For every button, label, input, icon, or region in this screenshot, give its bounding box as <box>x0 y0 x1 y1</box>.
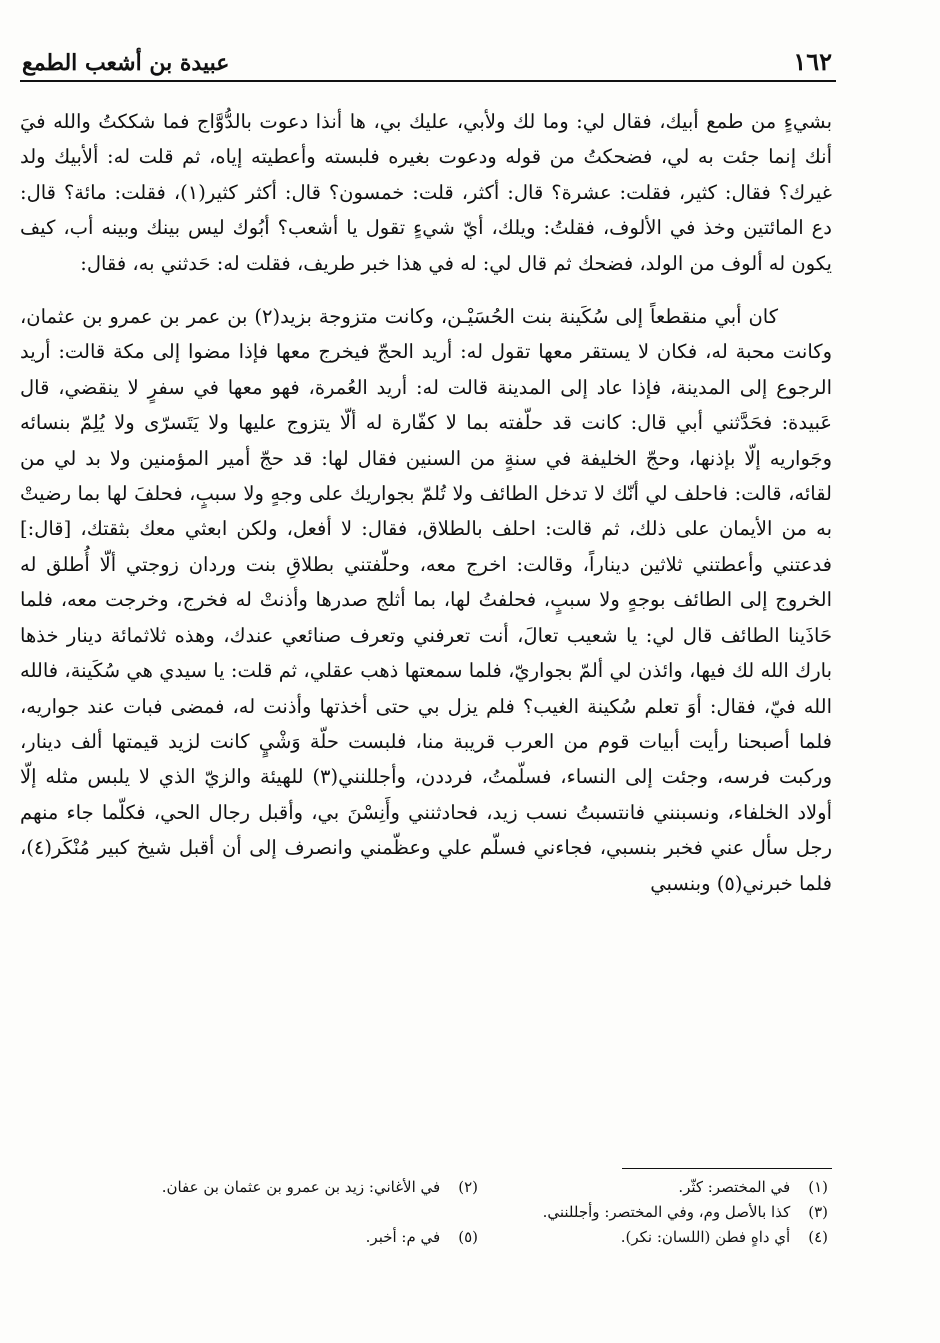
footnote: (٢)في الأغاني: زيد بن عمرو بن عثمان بن عفان. <box>161 1178 478 1196</box>
footnote-row <box>60 1200 828 1225</box>
footnote: (٥)في م: أخبر. <box>365 1228 478 1246</box>
footnote-row <box>60 1175 828 1200</box>
header-rule <box>20 80 836 82</box>
footnote: (٣)كذا بالأصل وم، وفي المختصر: وأجللنني. <box>542 1203 828 1221</box>
page-header <box>22 44 832 74</box>
paragraph: بشيءٍ من طمع أبيك، فقال لي: وما لك ولأبي، عليك بي، ها أنذا دعوت بالدُّوَّاج فما شككتُ والله فيَ أنك إنما جئت به لي، فضحكتُ من قوله ودعوت بغيره فلبسته وأعطيته إياه، ثم قلت له: ألأبيك ولد غيرك؟ فقال: كثير، فقلت: عشرة؟ قال: أكثر، قلت: خمسون؟ قال: أكثر كثير(١)، فقلت: مائة؟ قال: دع المائتين وخذ في الألوف، فقلتُ: ويلك، أيّ شيءٍ تقول يا أشعب؟ أبُوك ليس بينك وبينه أب، كيف يكون له ألوف من الولد، فضحك ثم قال لي: له في هذا خبر طريف، فقلت له: حَدثني به، فقال: <box>20 110 832 275</box>
footnote: (٤)أي داهٍ فطن (اللسان: نكر). <box>620 1228 828 1246</box>
footnote-row <box>60 1225 828 1250</box>
running-title: عبيدة بن أشعب الطمع <box>22 50 230 76</box>
paragraph: كان أبي منقطعاً إلى سُكَينة بنت الحُسَيْـن، وكانت متزوجة بزيد(٢) بن عمر بن عمرو بن عثمان، وكانت محبة له، فكان لا يستقر معها تقول له: أريد الحجّ فيخرج معها فإذا مضوا إلى مكة قالت: أريد الرجوع إلى المدينة، فإذا عاد إلى المدينة قالت له: أريد العُمرة، فهو معها في سفرٍ لا ينقضي، قال عَبيدة: فحَدَّثني أبي قال: كانت قد حلّفته بما لا كفّارة له ألّا يتزوج عليها ولا يَتَسرّى ولا يُلِمّ بنسائه وجَواريه إلّا بإذنها، وحجّ الخليفة في سنةٍ من السنين فقال لها: قد حجّ أمير المؤمنين ولا بد لي من لقائه، قالت: فاحلف لي أنّك لا تدخل الطائف ولا تُلمّ بجواريك على وجهٍ ولا سببٍ، فحلفَ لها بما رضيتْ به من الأيمان على ذلك، ثم قالت: احلف بالطلاق، فقال: لا أفعل، ولكن ابعثي معك بثقتك، [قال:] فدعتني وأعطتني ثلاثين ديناراً، وقالت: اخرج معه، وحلّفتني بطلاقِ بنت وردان زوجتي ألّا أُطلق له الخروج إلى الطائف بوجهٍ ولا سببٍ، فحلفتُ لها، بما أثلج صدرها وأذنتْ له فخرج، وخرجت معه، فلما حَاذَينا الطائف قال لي: يا شعيب تعالَ، أنت تعرفني وتعرف صنائعي عندك، وهذه ثلاثمائة دينار خذها بارك الله لك فيها، وائذن لي ألمّ بجواريّ، فلما سمعتها ذهب عقلي، ثم قلت: يا سيدي هي سُكَينة، فالله الله فيّ، فقال: أوَ تعلم سُكينة الغيب؟ فلم يزل بي حتى أخذتها وأذنت له، فمضى فبات عند جواريه، فلما أصبحنا رأيت أبيات قوم من العرب قريبة منا، فلبست حلّة وَشْيٍ كانت لزيد قيمتها ألف دينار، وركبت فرسه، وجئت إلى النساء، فسلّمتُ، فرددن، وأجللنني(٣) للهيئة والزيّ الذي لا يلبس مثله إلّا أولاد الخلفاء، ونسبنني فانتسبتُ نسب زيد، فحادثنني وأَنِسْنَ بي، وأقبل رجال الحي، فكلّما جاء منهم رجل سأل عني فخبر بنسبي، فجاءني فسلّم علي وعظّمني وانصرف إلى أن أقبل شيخ كبير مُنْكَر(٤)، فلما خبرني(٥) وبنسبي <box>20 305 832 895</box>
main-text <box>20 104 832 901</box>
footnote: (١)في المختصر: كثّر. <box>678 1178 828 1196</box>
footnotes <box>60 1175 828 1250</box>
page-number: ١٦٢ <box>793 47 832 76</box>
footnote-rule <box>622 1168 832 1169</box>
